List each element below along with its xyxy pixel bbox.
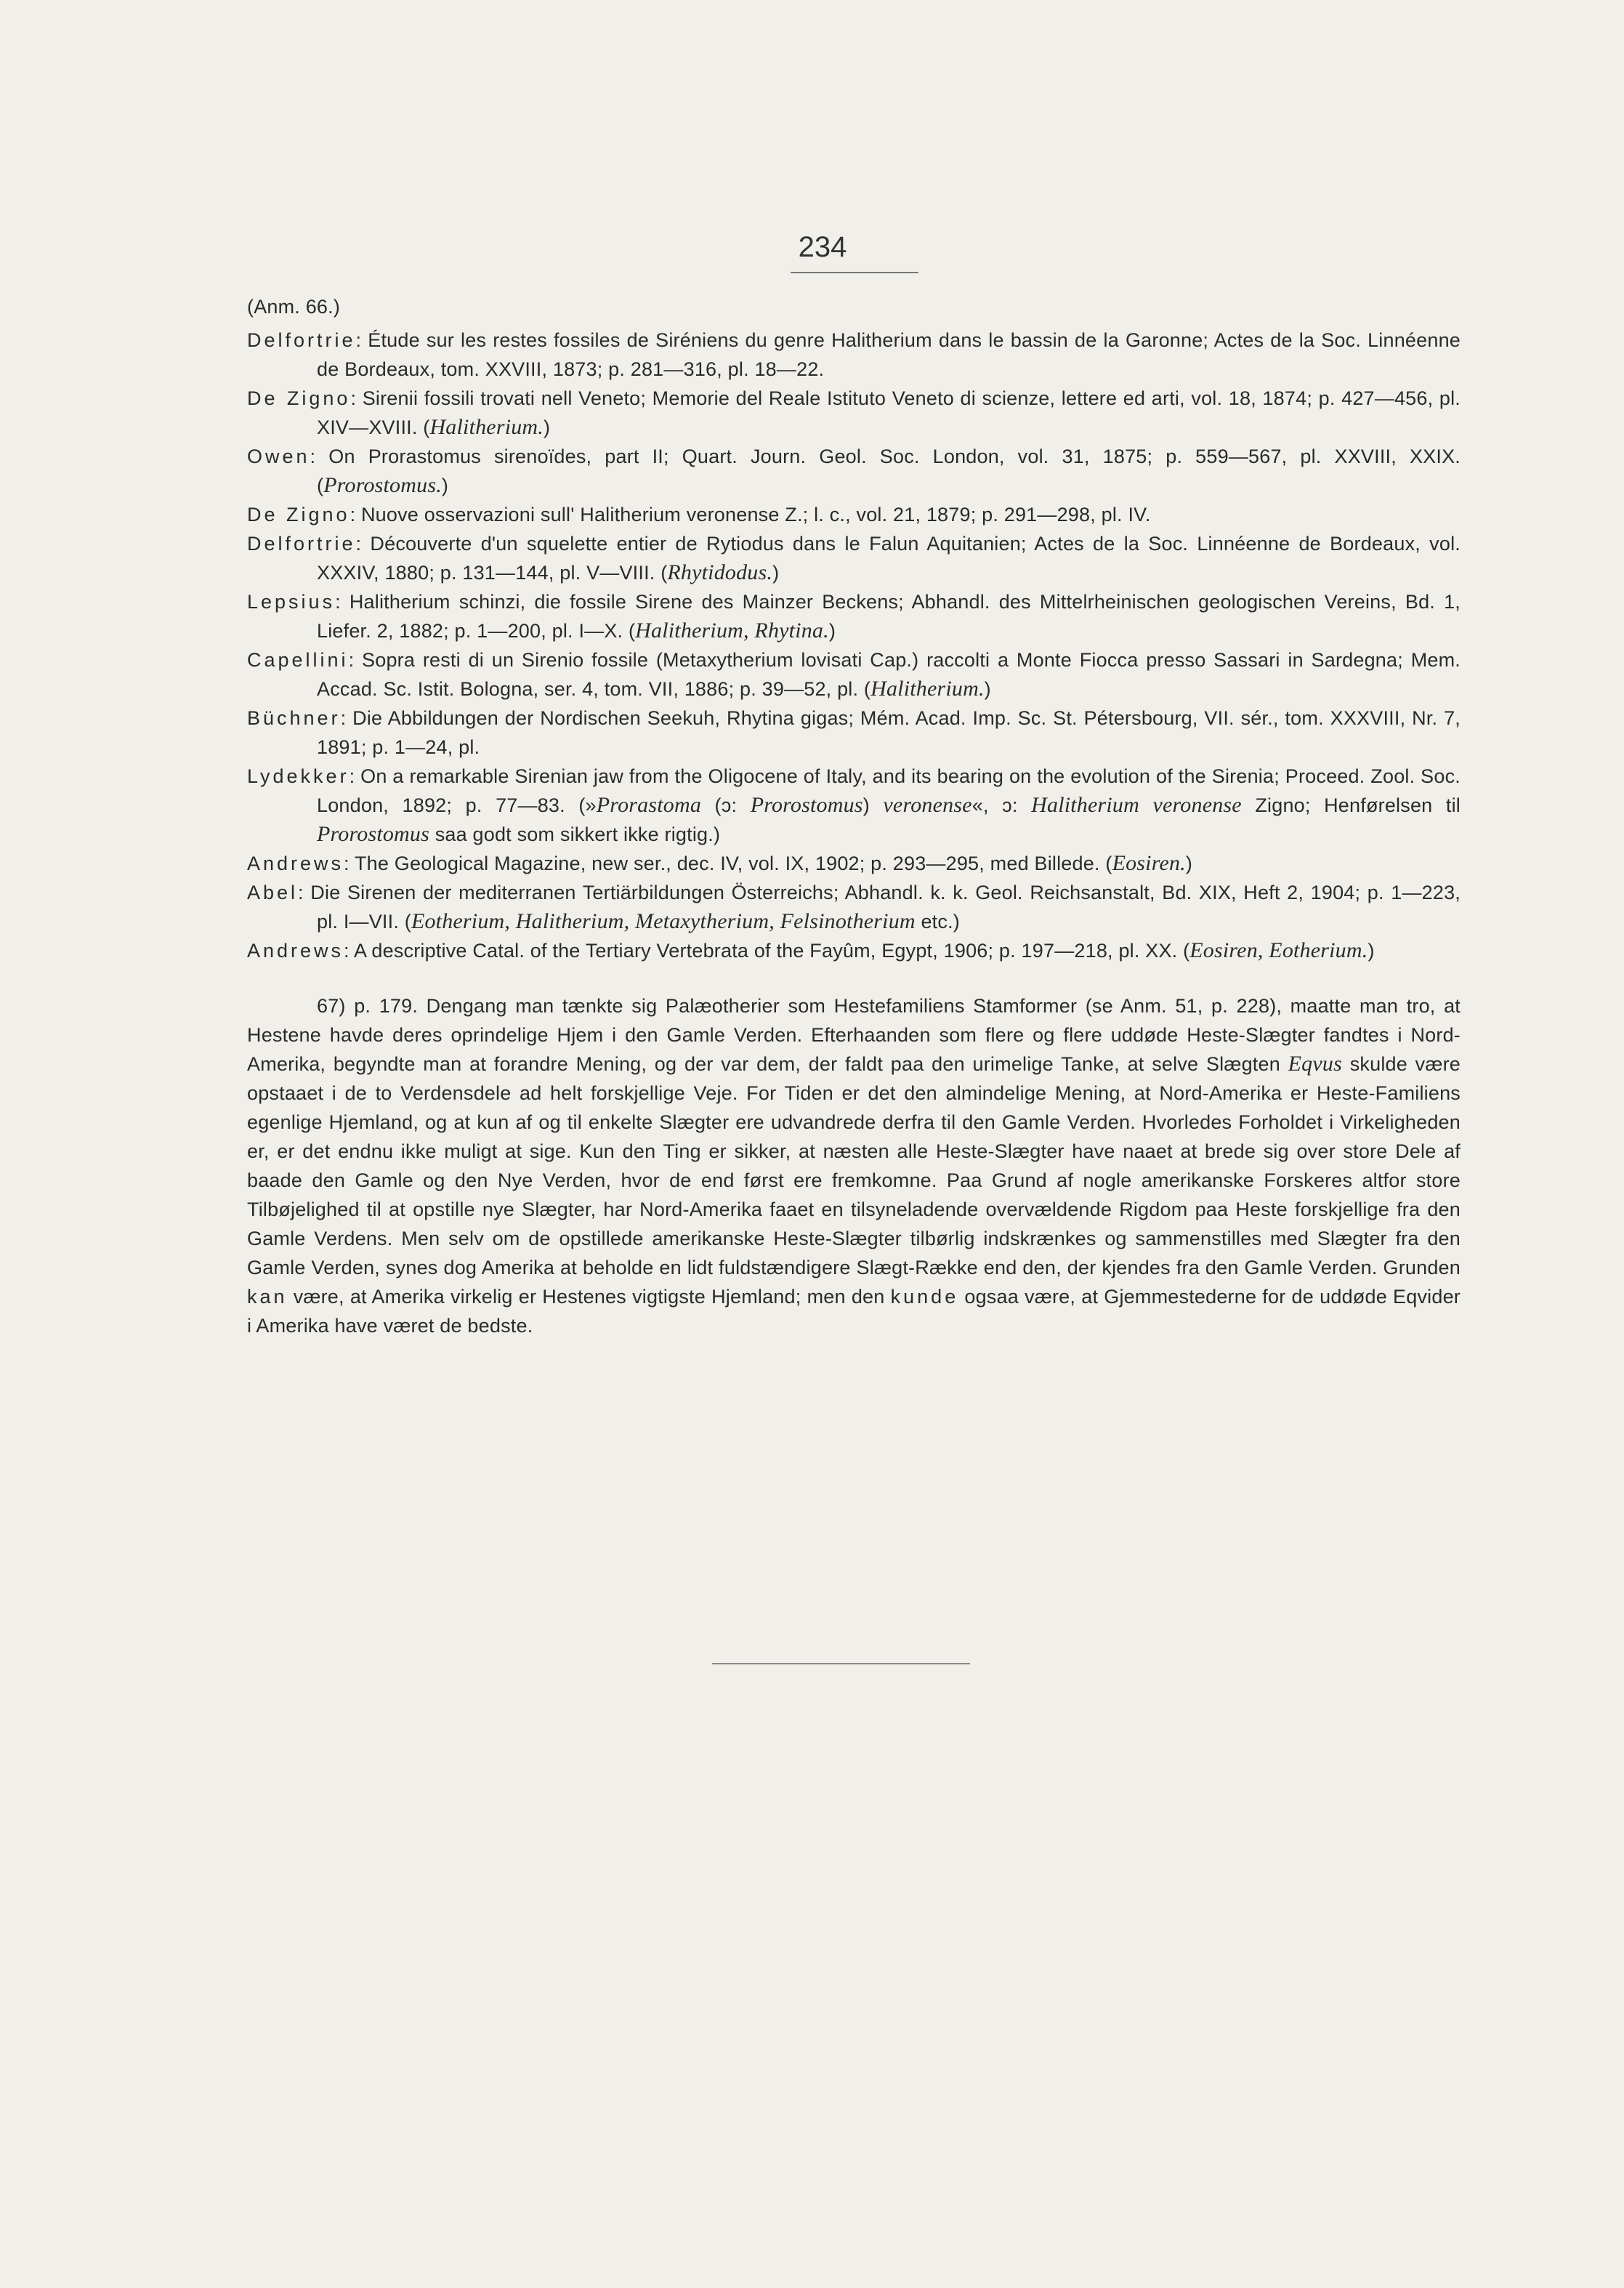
reference-text: : Sopra resti di un Sirenio fossile (Metaxytherium lovisati Cap.) raccolti a Monte Fiocca presso Sassari in Sardegna; Mem. Accad. Sc. Istit. Bologna, ser. 4, tom. VII, 1886; p. 39—52, pl. ( bbox=[317, 649, 1461, 700]
taxon-name: Rhytidodus. bbox=[667, 560, 773, 584]
note-text: p. 179. Dengang man tænkte sig Palæotherier som Hestefamiliens Stamformer (se Anm. 51, p. 228), maatte man tro, at Hestene havde deres oprindelige Hjem i den Gamle Verden. Efterhaanden som flere og flere uddøde Heste-Slægter fandtes i Nord-Amerika, begyndte man at forandre Mening, og der var dem, der faldt paa den urimelige Tanke, at selve Slægten bbox=[247, 995, 1461, 1075]
reference-text: ) bbox=[863, 794, 884, 816]
reference-text: : Découverte d'un squelette entier de Rytiodus dans le Falun Aquitanien; Actes de la Soc. Linnéenne de Bordeaux, vol. XXXIV, 1880; p. 131—144, pl. V—VIII. ( bbox=[317, 533, 1461, 584]
reference-text: : The Geological Magazine, new ser., dec. IV, vol. IX, 1902; p. 293—295, med Billede. ( bbox=[344, 853, 1112, 874]
reference-entry bbox=[247, 529, 1461, 587]
reference-entry bbox=[247, 762, 1461, 849]
reference-text: ) bbox=[1185, 853, 1193, 874]
note-text: skulde være opstaaet i de to Verdensdele ad helt forskjellige Veje. For Tiden er det den almindelige Mening, at Nord-Amerika er Heste-Familiens egenlige Hjemland, og at kun af og til enkelte Slægter ere udvandrede derfra til den Gamle Verden. Hvorledes Forholdet i Virkeligheden er, er det endnu ikke muligt at sige. Kun den Ting er sikker, at næsten alle Heste-Slægter have naaet at brede sig over store Dele af baade den Gamle og den Nye Verden, hvor de end først ere fremkomne. Paa Grund af nogle amerikanske Forskeres altfor store Tilbøjelighed til at opstille nye Slægter, har Nord-Amerika faaet en tilsyneladende overvældende Rigdom paa Heste forskjellige fra den Gamle Verdens. Men selv om de opstillede amerikanske Heste-Slægter tilbørlig indskrænkes og sammenstilles med Slægter fra den Gamle Verden, synes dog Amerika at beholde en lidt fuldstændigere Slægt-Række end den, der kjendes fra den Gamle Verden. Grunden bbox=[247, 1053, 1461, 1278]
reference-entry bbox=[247, 500, 1461, 529]
taxon-name: Halitherium. bbox=[429, 415, 544, 439]
taxon-name: Prorastoma bbox=[596, 793, 702, 817]
taxon-name: veronense bbox=[883, 793, 972, 817]
reference-author: Capellini bbox=[247, 649, 349, 671]
reference-text: ) bbox=[544, 416, 551, 438]
reference-text: (ɔ: bbox=[701, 794, 751, 816]
reference-text: : Die Sirenen der mediterranen Tertiärbildungen Österreichs; Abhandl. k. k. Geol. Reichsanstalt, Bd. XIX, Heft 2, 1904; p. 1—223, pl. I—VII. ( bbox=[298, 882, 1461, 932]
reference-text: ) bbox=[441, 475, 449, 496]
note-marker: 67) bbox=[317, 995, 346, 1017]
taxon-name: Eotherium, Halitherium, Metaxytherium, Felsinotherium bbox=[411, 909, 916, 933]
reference-entry bbox=[247, 384, 1461, 442]
reference-text: etc.) bbox=[915, 911, 960, 932]
emphasis-word: kan bbox=[247, 1286, 288, 1308]
reference-text: Zigno; Henførelsen til bbox=[1241, 794, 1461, 816]
genus-name: Eqvus bbox=[1288, 1052, 1342, 1076]
reference-text: : Étude sur les restes fossiles de Siréniens du genre Halitherium dans le bassin de la Garonne; Actes de la Soc. Linnéenne de Bordeaux, tom. XXVIII, 1873; p. 281—316, pl. 18—22. bbox=[317, 329, 1461, 380]
reference-text: : Nuove osservazioni sull' Halitherium veronense Z.; l. c., vol. 21, 1879; p. 291—298, pl. IV. bbox=[350, 504, 1151, 525]
reference-author: Lydekker bbox=[247, 765, 350, 787]
taxon-name: Eosiren. bbox=[1112, 851, 1186, 875]
page-number-rule bbox=[791, 272, 918, 273]
reference-entry bbox=[247, 645, 1461, 704]
reference-author: De Zigno bbox=[247, 387, 351, 409]
reference-entry bbox=[247, 587, 1461, 645]
emphasis-word: kunde bbox=[890, 1286, 959, 1308]
reference-text: ) bbox=[984, 678, 991, 700]
taxon-name: Prorostomus bbox=[317, 822, 429, 846]
reference-author: Delfortrie bbox=[247, 533, 356, 555]
taxon-name: Eosiren, Eotherium. bbox=[1189, 938, 1368, 962]
reference-text: «, ɔ: bbox=[971, 794, 1032, 816]
end-rule bbox=[712, 1663, 970, 1664]
reference-entry bbox=[247, 326, 1461, 384]
note-label: (Anm. 66.) bbox=[247, 296, 341, 318]
reference-entry bbox=[247, 936, 1461, 965]
reference-author: Delfortrie bbox=[247, 329, 356, 351]
reference-text: saa godt som sikkert ikke rigtig.) bbox=[429, 823, 721, 845]
reference-entry bbox=[247, 878, 1461, 936]
reference-text: : Sirenii fossili trovati nell Veneto; Memorie del Reale Istituto Veneto di scienze, lettere ed arti, vol. 18, 1874; p. 427—456, pl. XIV—XVIII. ( bbox=[317, 387, 1461, 438]
reference-text: ) bbox=[1368, 940, 1375, 962]
reference-author: Abel bbox=[247, 882, 299, 903]
reference-entry bbox=[247, 442, 1461, 500]
page-content bbox=[247, 292, 1461, 1360]
reference-author: De Zigno bbox=[247, 504, 350, 525]
reference-author: Owen bbox=[247, 446, 310, 467]
reference-author: Büchner bbox=[247, 707, 341, 729]
page-number: 234 bbox=[798, 231, 847, 263]
reference-author: Andrews bbox=[247, 940, 344, 962]
taxon-name: Halitherium veronense bbox=[1031, 793, 1242, 817]
note-67-paragraph bbox=[247, 991, 1461, 1340]
note-text: være, at Amerika virkelig er Hestenes vigtigste Hjemland; men den bbox=[287, 1286, 891, 1308]
reference-entry bbox=[247, 704, 1461, 762]
taxon-name: Prorostomus. bbox=[323, 473, 442, 497]
reference-text: : A descriptive Catal. of the Tertiary Vertebrata of the Fayûm, Egypt, 1906; p. 197—218, pl. XX. ( bbox=[344, 940, 1190, 962]
reference-author: Lepsius bbox=[247, 591, 336, 613]
reference-text: : Halitherium schinzi, die fossile Sirene des Mainzer Beckens; Abhandl. des Mittelrheinischen geologischen Vereins, Bd. 1, Liefer. 2, 1882; p. 1—200, pl. I—X. ( bbox=[317, 591, 1461, 642]
reference-list bbox=[247, 326, 1461, 965]
reference-text: : Die Abbildungen der Nordischen Seekuh, Rhytina gigas; Mém. Acad. Imp. Sc. St. Pétersbourg, VII. sér., tom. XXXVIII, Nr. 7, 1891; p. 1—24, pl. bbox=[317, 707, 1461, 758]
taxon-name: Halitherium. bbox=[870, 677, 985, 701]
note-text: ogsaa være, at Gjemmestederne for de uddøde Eqvider i Amerika have været de bedste. bbox=[247, 1286, 1461, 1337]
reference-text: ) bbox=[828, 620, 836, 642]
reference-text: : On a remarkable Sirenian jaw from the Oligocene of Italy, and its bearing on the evolution of the Sirenia; Proceed. Zool. Soc. London, 1892; p. 77—83. (» bbox=[317, 765, 1461, 816]
reference-text: : On Prorastomus sirenoïdes, part II; Quart. Journ. Geol. Soc. London, vol. 31, 1875; p. 559—567, pl. XXVIII, XXIX. ( bbox=[310, 446, 1461, 496]
reference-entry bbox=[247, 849, 1461, 878]
taxon-name: Halitherium, Rhytina. bbox=[635, 619, 829, 643]
reference-text: ) bbox=[772, 562, 780, 584]
reference-author: Andrews bbox=[247, 853, 344, 874]
taxon-name: Prorostomus bbox=[750, 793, 863, 817]
